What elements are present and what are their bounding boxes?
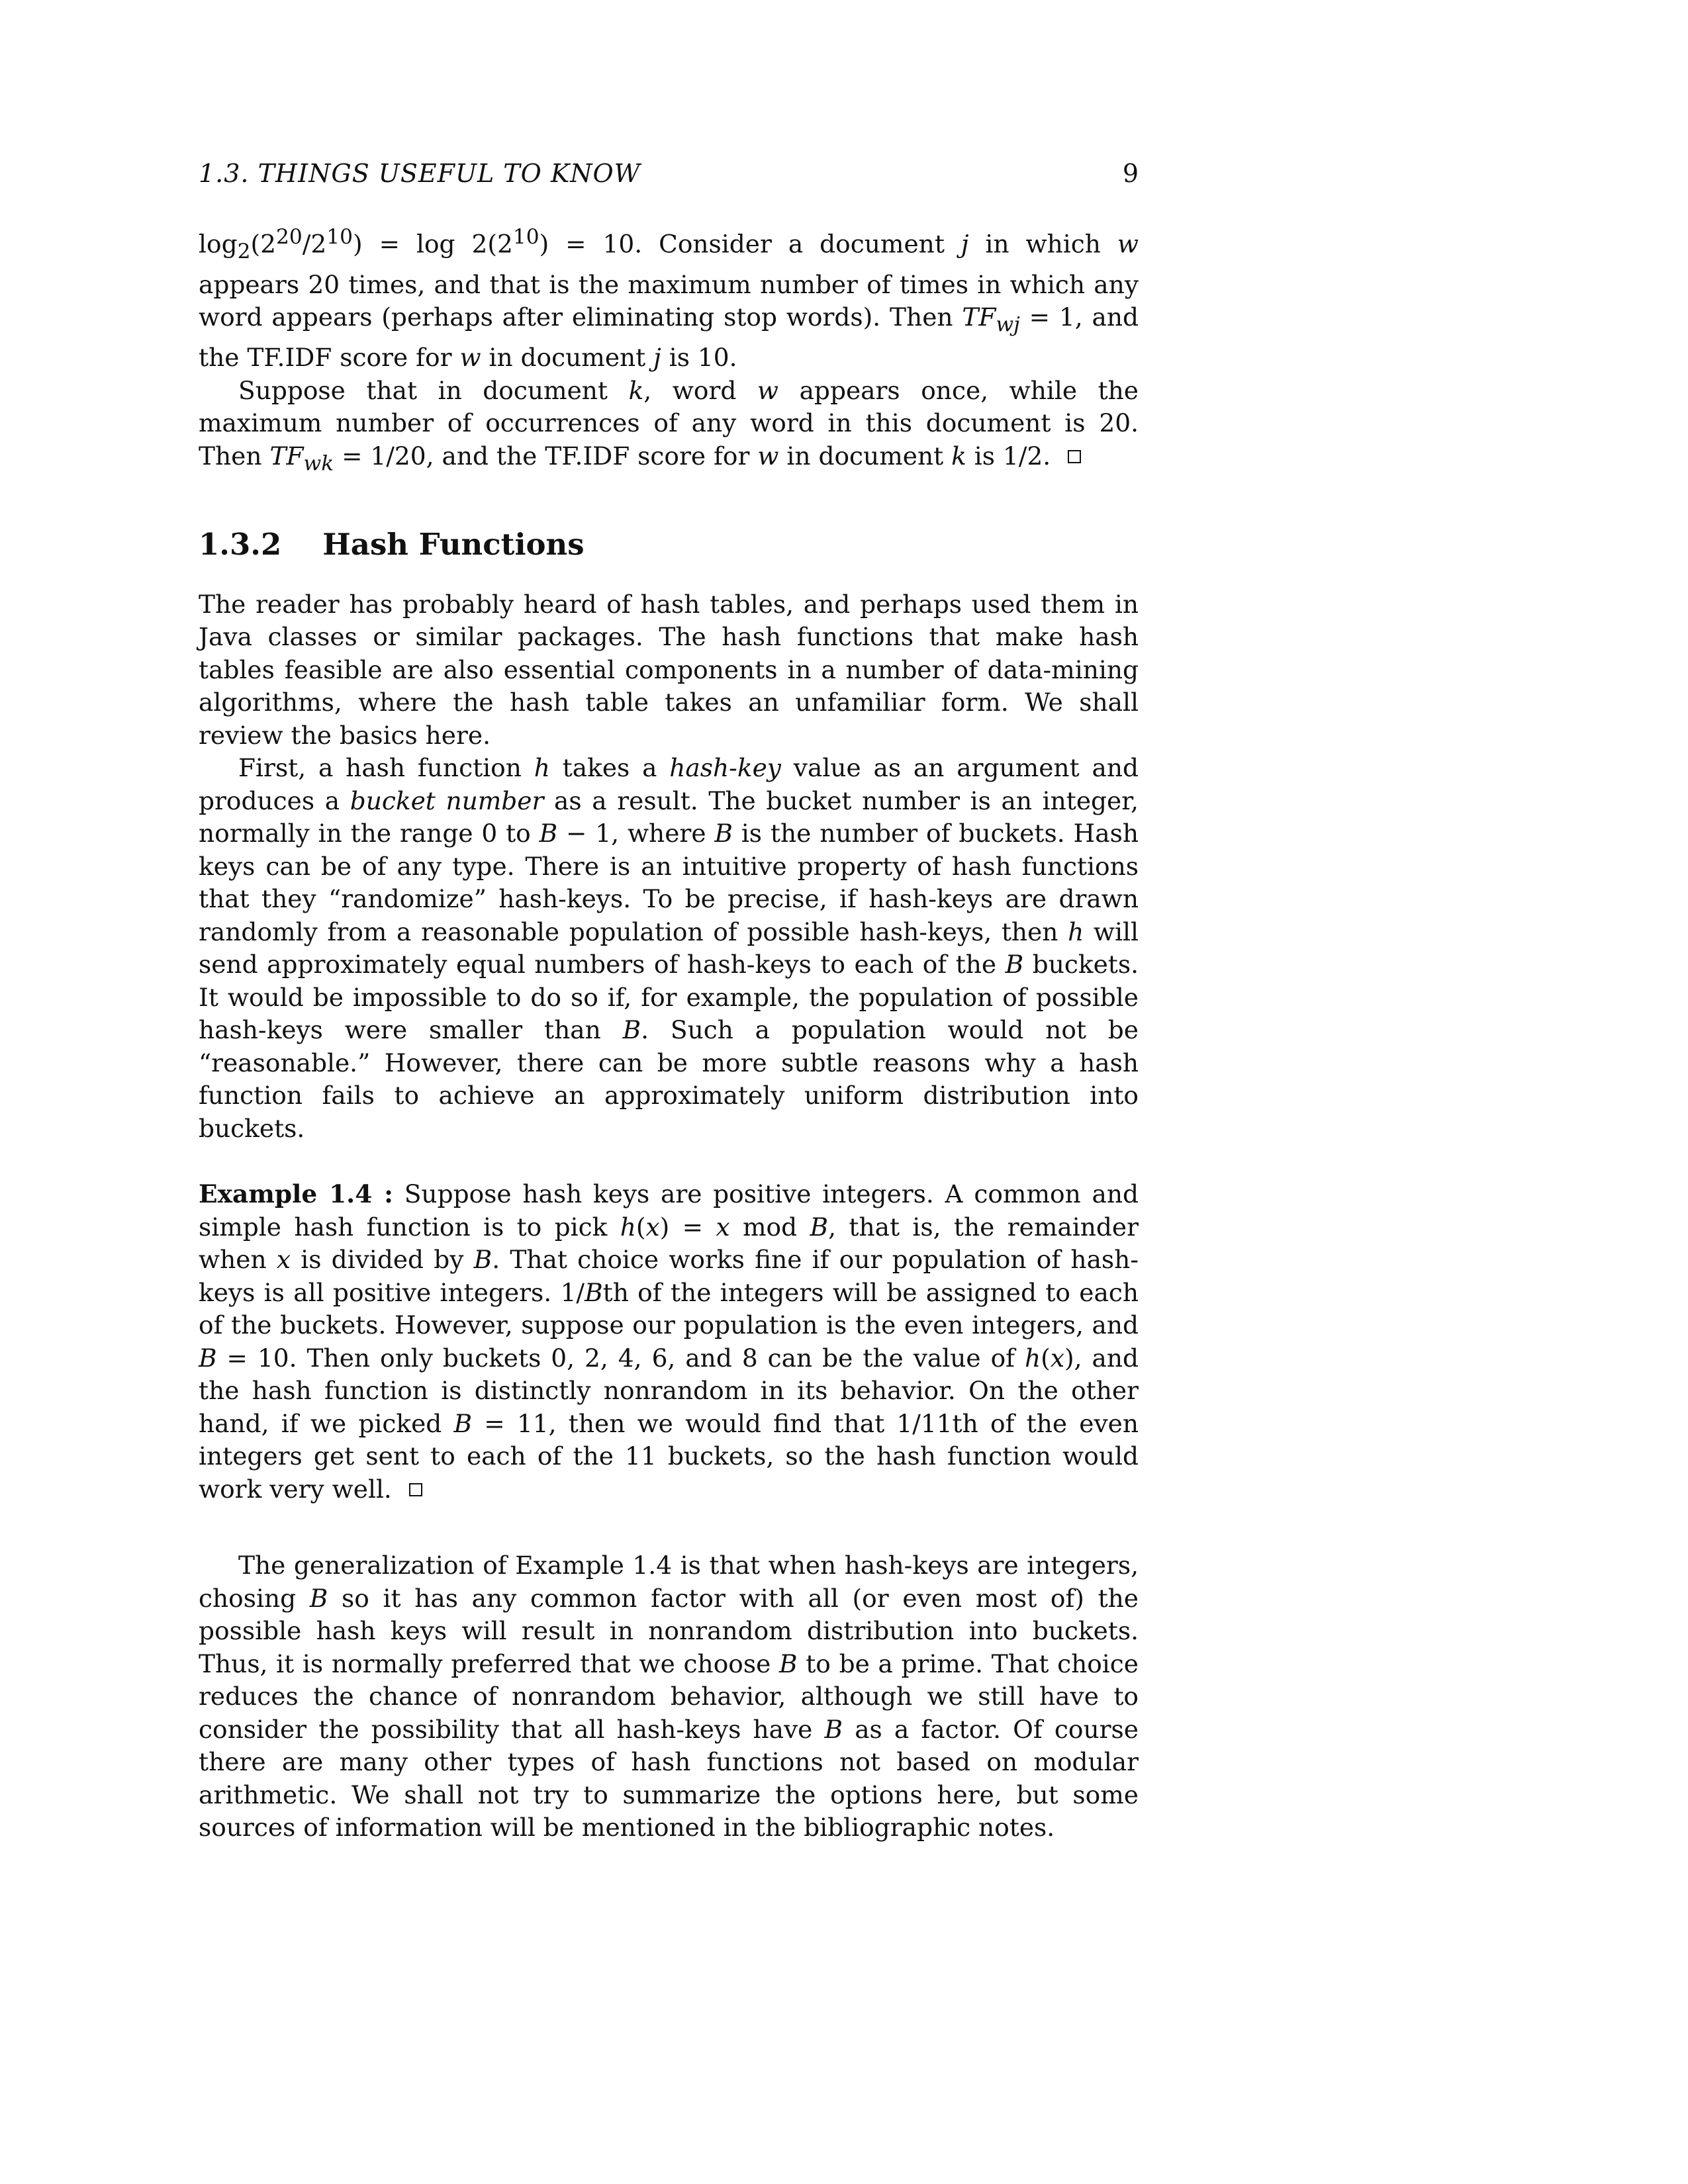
example-1-4: Example 1.4 : Suppose hash keys are positive integers. A common and simple hash function is to pick h(x) = x mod B, that is, the remainder when x is divided by B. That choice works fine if our population of hash-keys is all positive integers. 1/Bth of the integers will be assigned to each of the buckets. However, suppose our population is the even integers, and B = 10. Then only buckets 0, 2, 4, 6, and 8 can be the value of h(x), and the hash function is distinctly nonrandom in its behavior. On the other hand, if we picked B = 11, then we would find that 1/11th of the even integers get sent to each of the 11 buckets, so the hash function would work very well. (199, 1179, 1139, 1504)
body-paragraph-2: First, a hash function h takes a hash-key value as an argument and produces a bucket number as a result. The bucket number is an integer, normally in the range 0 to B − 1, where B is the number of buckets. Hash keys can be of any type. There is an intuitive property of hash functions that they “randomize” hash-keys. To be precise, if hash-keys are drawn randomly from a reasonable population of possible hash-keys, then h will send approximately equal numbers of hash-keys to each of the B buckets. It would be impossible to do so if, for example, the population of possible hash-keys were smaller than B. Such a population would not be “reasonable.” However, there can be more subtle reasons why a hash function fails to achieve an approximately uniform distribution into buckets. (199, 753, 1139, 1143)
end-of-example-icon (409, 1483, 422, 1496)
end-of-proof-icon (1068, 450, 1081, 463)
closing-paragraph: The generalization of Example 1.4 is that when hash-keys are integers, chosing B so it has any common factor with all (or even most of) the possible hash keys will result in nonrandom distribution into buckets. Thus, it is normally preferred that we choose B to be a prime. That choice reduces the chance of nonrandom behavior, although we still have to consider the possibility that all hash-keys have B as a factor. Of course there are many other types of hash functions not based on modular arithmetic. We shall not try to summarize the options here, but some sources of information will be mentioned in the bibliographic notes. (199, 1551, 1139, 1842)
section-title: Hash Functions (322, 526, 585, 562)
chapter-heading: 1.3. THINGS USEFUL TO KNOW (199, 159, 641, 188)
body-paragraph-1: The reader has probably heard of hash tables, and perhaps used them in Java classes or similar packages. The hash functions that make hash tables feasible are also essential components in a number of data-mining algorithms, where the hash table takes an unfamiliar form. We shall review the basics here. (199, 589, 1139, 750)
section-number: 1.3.2 (199, 526, 282, 562)
page-number: 9 (1122, 159, 1139, 188)
running-header (199, 159, 1139, 188)
intro-paragraph-2: Suppose that in document k, word w appears once, while the maximum number of occurrences of any word in this document is 20. Then $TF_{wk} = 1/20$, and the TF.IDF score for w in document k is 1/2. (199, 375, 1139, 475)
section-heading (199, 527, 1139, 562)
document-page (199, 159, 1139, 1844)
example-label: Example 1.4 : (199, 1179, 394, 1208)
intro-paragraph-1: $\log_2(2^{20}/2^{10}) = \log 2(2^{10}) = 10$. Consider a document j in which w appears 20 times, and that is the maximum number of times in which any word appears (perhaps after eliminating stop words). Then $TF_{wj} = 1$, and the TF.IDF score for w in document j is 10. (199, 225, 1139, 372)
